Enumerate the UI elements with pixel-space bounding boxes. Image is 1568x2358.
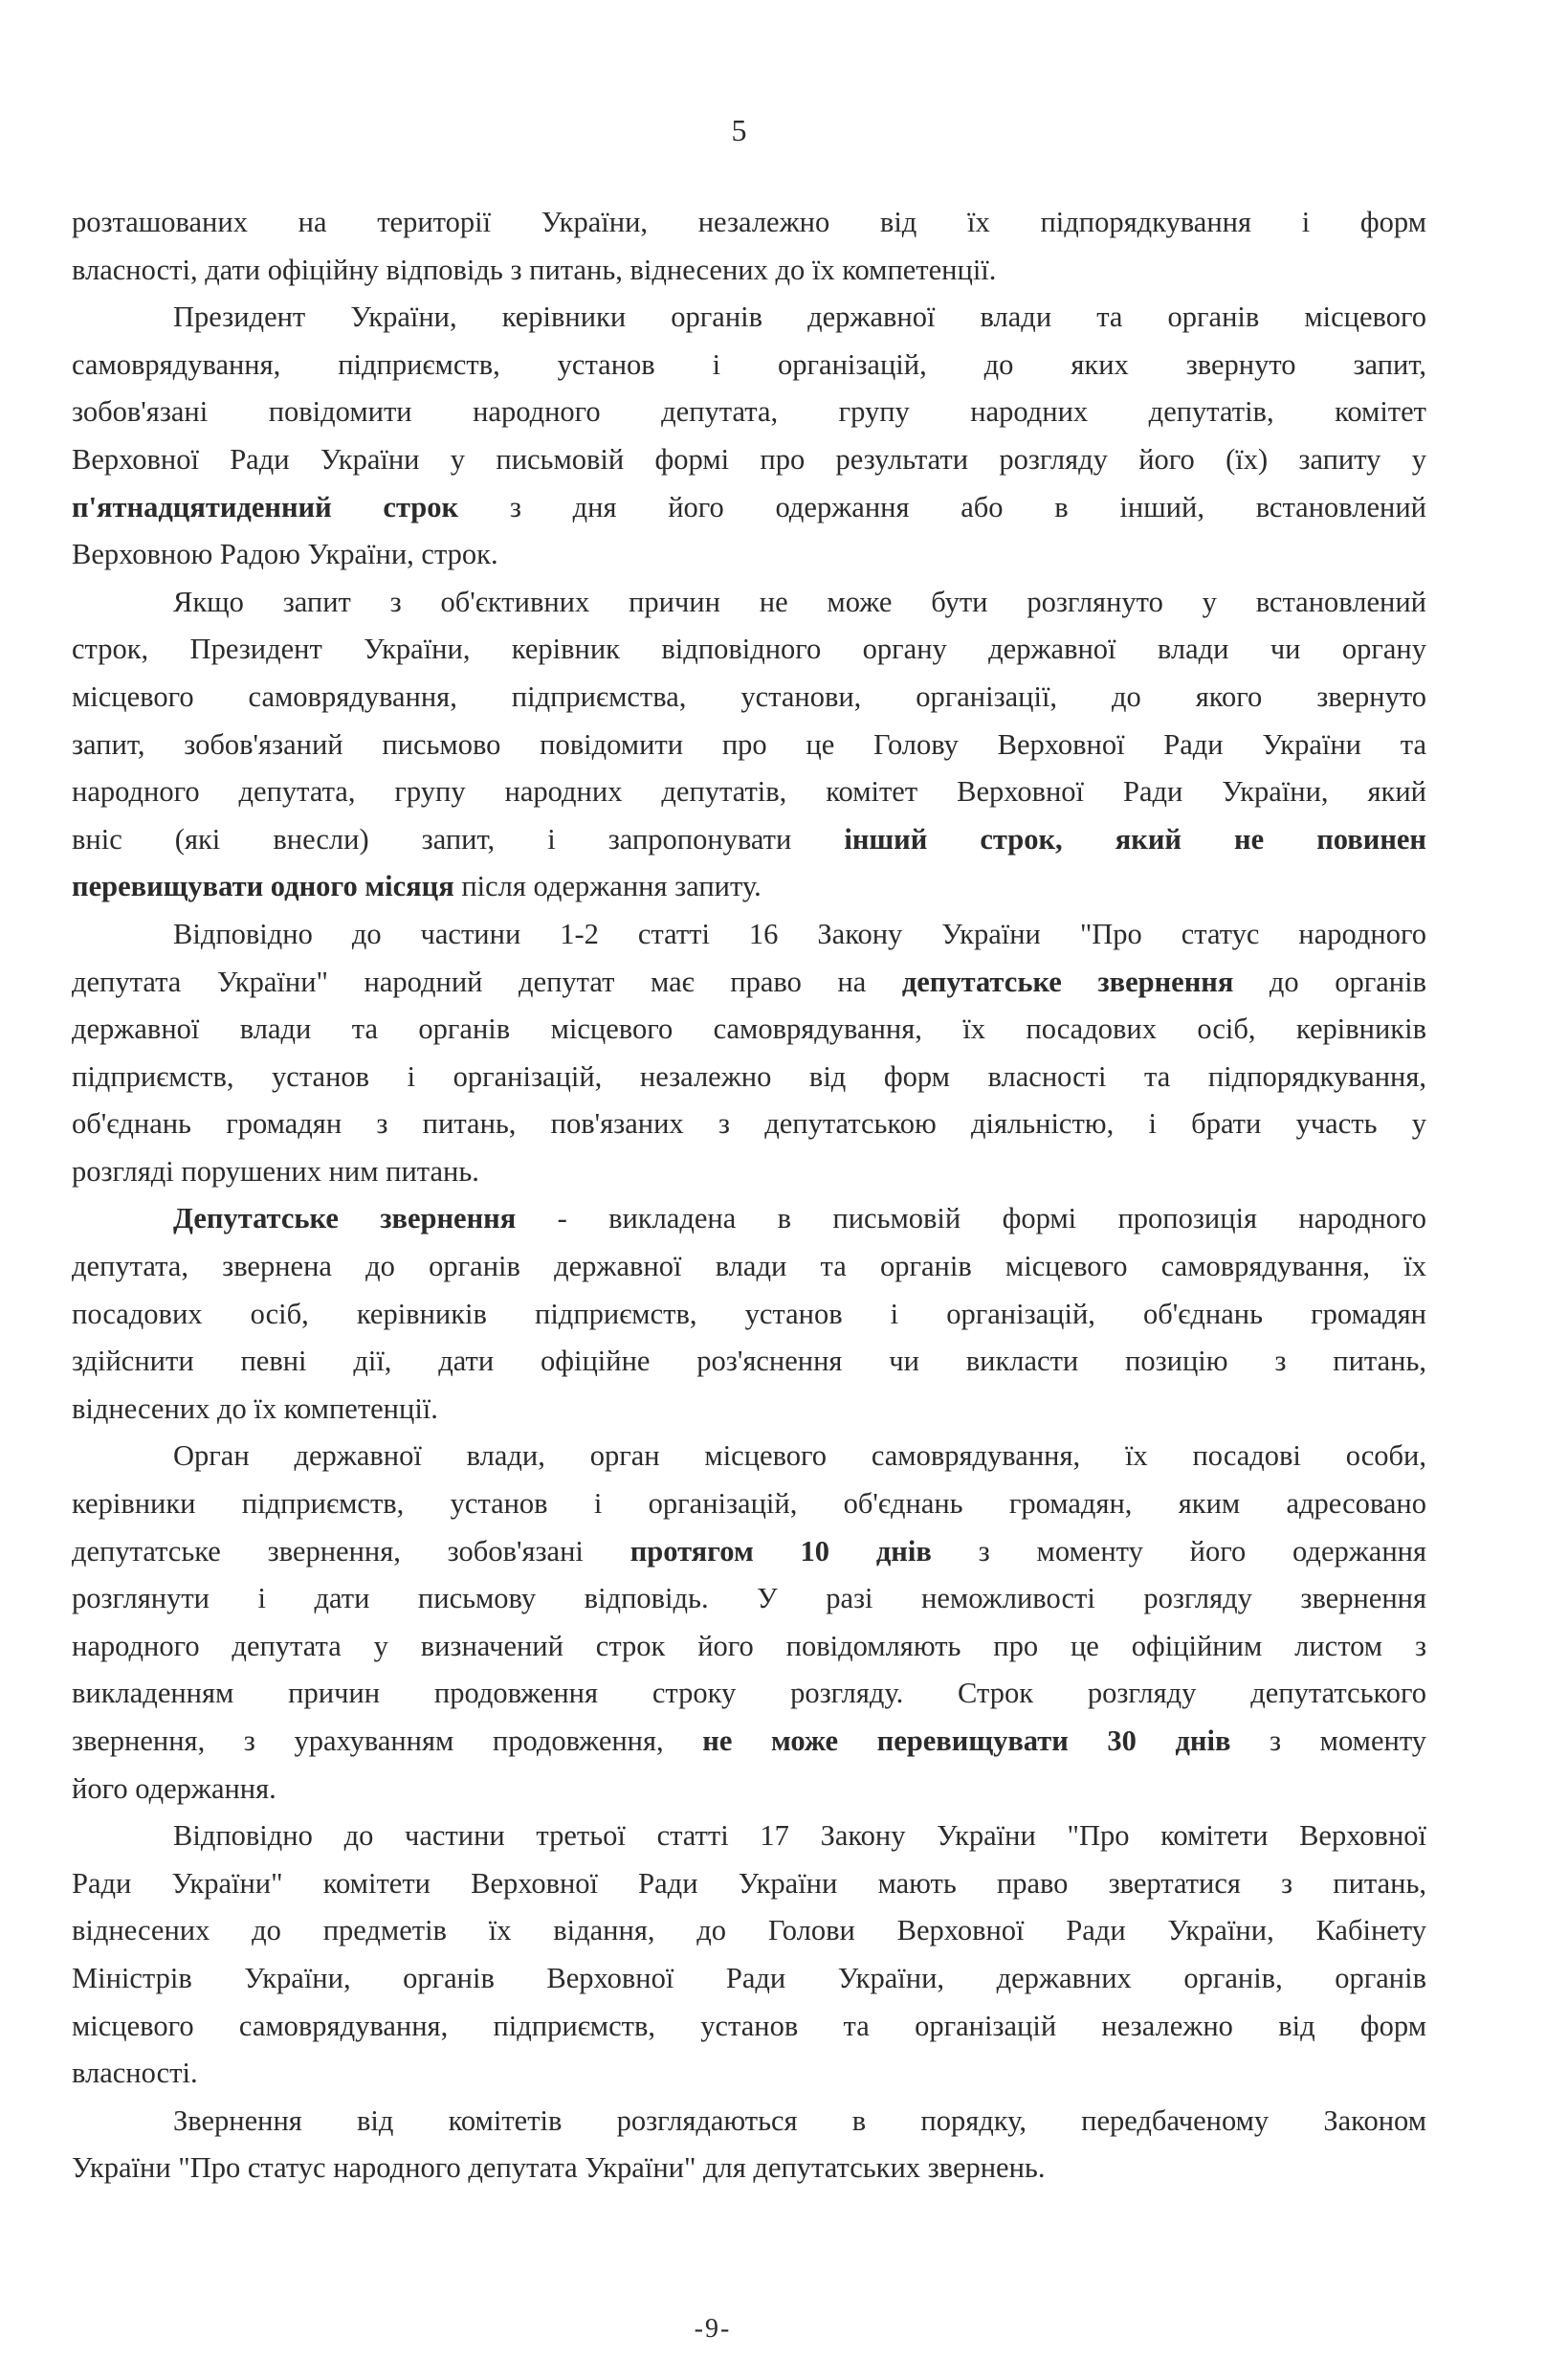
text-line xyxy=(72,1386,1426,1434)
text-run: державної влади та органів місцевого самоврядування, їх посадових осіб, керівників xyxy=(72,1012,1426,1046)
text-run: місцевого самоврядування, підприємств, установ та організацій незалежно від форм xyxy=(72,2009,1426,2042)
paragraph xyxy=(72,199,1426,294)
text-line xyxy=(72,1860,1426,1908)
text-line xyxy=(72,2003,1426,2051)
text-run: його одержання. xyxy=(72,1771,276,1805)
text-line xyxy=(72,1813,1426,1860)
bold-text: п'ятнадцятиденний строк xyxy=(72,490,459,523)
text-run: депутата, звернена до органів державної влади та органів місцевого самоврядування, їх xyxy=(72,1250,1426,1283)
text-line xyxy=(72,1243,1426,1291)
bold-text: інший строк, який не повинен xyxy=(844,822,1426,856)
text-run: депутатське звернення, зобов'язані xyxy=(72,1534,630,1568)
text-run: віднесених до їх компетенції. xyxy=(72,1391,438,1425)
text-line xyxy=(72,2098,1426,2146)
text-run: розглянути і дати письмову відповідь. У разі неможливості розгляду звернення xyxy=(72,1582,1426,1615)
text-run: Верховною Радою України, строк. xyxy=(72,538,498,571)
bold-text: перевищувати одного місяця xyxy=(72,870,454,903)
text-run: - викладена в письмовій формі пропозиція народного xyxy=(516,1202,1426,1235)
text-run: Відповідно до частини 1-2 статті 16 Закону України "Про статус народного xyxy=(173,917,1426,950)
text-run: об'єднань громадян з питань, пов'язаних з депутатською діяльністю, і брати участь у xyxy=(72,1107,1426,1141)
text-line xyxy=(72,1480,1426,1528)
text-line xyxy=(72,911,1426,959)
text-run: з моменту його одержання xyxy=(931,1534,1427,1568)
text-line xyxy=(72,1766,1426,1813)
paragraph xyxy=(72,1813,1426,2098)
text-line xyxy=(72,484,1426,532)
text-line xyxy=(72,1718,1426,1766)
text-run: викладенням причин продовження строку розгляду. Строк розгляду депутатського xyxy=(72,1677,1426,1710)
bold-text: протягом 10 днів xyxy=(629,1534,932,1568)
text-line xyxy=(72,247,1426,295)
text-line xyxy=(72,436,1426,484)
text-run: звернення, з урахуванням продовження, xyxy=(72,1724,703,1757)
text-run: народного депутата, групу народних депутатів, комітет Верховної Ради України, який xyxy=(72,775,1426,809)
text-line xyxy=(72,1148,1426,1196)
text-run: строк, Президент України, керівник відповідного органу державної влади чи органу xyxy=(72,633,1426,666)
paragraph xyxy=(72,579,1426,911)
text-line xyxy=(72,863,1426,911)
text-run: місцевого самоврядування, підприємства, установи, організації, до якого звернуто xyxy=(72,679,1426,713)
text-line xyxy=(72,1575,1426,1623)
text-line xyxy=(72,294,1426,342)
text-run: Звернення від комітетів розглядаються в порядку, передбаченому Законом xyxy=(173,2103,1426,2137)
text-run: Міністрів України, органів Верховної Ради України, державних органів, органів xyxy=(72,1961,1426,1994)
bold-text: депутатське звернення xyxy=(901,965,1234,998)
text-line xyxy=(72,389,1426,436)
text-run: посадових осіб, керівників підприємств, установ і організацій, об'єднань громадян xyxy=(72,1297,1426,1330)
page-number-bottom: -9- xyxy=(694,2314,732,2344)
text-run: Верховної Ради України у письмовій формі про результати розгляду його (їх) запиту у xyxy=(72,442,1426,476)
text-line xyxy=(72,342,1426,389)
text-run: з моменту xyxy=(1230,1724,1426,1757)
text-line xyxy=(72,1433,1426,1480)
text-run: до органів xyxy=(1233,965,1426,998)
text-run: Відповідно до частини третьої статті 17 Закону України "Про комітети Верховної xyxy=(173,1819,1426,1853)
text-run: власності, дати офіційну відповідь з питань, віднесених до їх компетенції. xyxy=(72,253,997,286)
paragraph xyxy=(72,294,1426,579)
text-line xyxy=(72,1670,1426,1718)
text-line xyxy=(72,722,1426,769)
text-line xyxy=(72,199,1426,247)
text-line xyxy=(72,1623,1426,1671)
text-line xyxy=(72,1338,1426,1386)
text-run: України "Про статус народного депутата України" для депутатських звернень. xyxy=(72,2151,1046,2185)
text-run: запит, зобов'язаний письмово повідомити про це Голову Верховної Ради України та xyxy=(72,727,1426,761)
text-line xyxy=(72,1101,1426,1148)
text-line xyxy=(72,2145,1426,2192)
text-run: власності. xyxy=(72,2057,198,2090)
text-run: керівники підприємств, установ і організацій, об'єднань громадян, яким адресовано xyxy=(72,1487,1426,1521)
text-run: Орган державної влади, орган місцевого самоврядування, їх посадові особи, xyxy=(173,1439,1426,1473)
text-run: вніс (які внесли) запит, і запропонувати xyxy=(72,822,845,856)
text-run: віднесених до предметів їх відання, до Голови Верховної Ради України, Кабінету xyxy=(72,1914,1426,1947)
text-line xyxy=(72,626,1426,674)
text-run: після одержання запиту. xyxy=(453,870,762,903)
paragraph xyxy=(72,1195,1426,1433)
text-line xyxy=(72,1006,1426,1054)
text-run: депутата України" народний депутат має право на xyxy=(72,965,902,998)
text-line xyxy=(72,768,1426,816)
text-line xyxy=(72,1907,1426,1955)
text-line xyxy=(72,959,1426,1007)
text-run: здійснити певні дії, дати офіційне роз'яснення чи викласти позицію з питань, xyxy=(72,1345,1426,1378)
text-run: Якщо запит з об'єктивних причин не може бути розглянуто у встановлений xyxy=(173,585,1426,618)
text-run: зобов'язані повідомити народного депутата, групу народних депутатів, комітет xyxy=(72,395,1426,429)
text-line xyxy=(72,1955,1426,2003)
text-run: розгляді порушених ним питань. xyxy=(72,1154,479,1188)
text-run: самоврядування, підприємств, установ і організацій, до яких звернуто запит, xyxy=(72,347,1426,381)
text-line xyxy=(72,2050,1426,2098)
text-line xyxy=(72,1528,1426,1576)
page-number-top: 5 xyxy=(731,113,747,147)
paragraph xyxy=(72,2098,1426,2192)
paragraph xyxy=(72,911,1426,1196)
text-run: Президент України, керівники органів державної влади та органів місцевого xyxy=(173,300,1426,334)
text-run: підприємств, установ і організацій, незалежно від форм власності та підпорядкування, xyxy=(72,1059,1426,1093)
text-run: з дня його одержання або в інший, встановлений xyxy=(458,490,1426,523)
document-body xyxy=(72,199,1426,2192)
paragraph xyxy=(72,1433,1426,1813)
text-line xyxy=(72,1054,1426,1101)
text-run: Ради України" комітети Верховної Ради України мають право звертатися з питань, xyxy=(72,1866,1426,1900)
text-line xyxy=(72,1291,1426,1339)
text-run: розташованих на території України, незалежно від їх підпорядкування і форм xyxy=(72,206,1426,238)
text-line xyxy=(72,674,1426,722)
bold-text: Депутатське звернення xyxy=(173,1202,517,1235)
text-run: народного депутата у визначений строк його повідомляють про це офіційним листом з xyxy=(72,1629,1426,1662)
text-line xyxy=(72,579,1426,627)
bold-text: не може перевищувати 30 днів xyxy=(702,1724,1231,1757)
text-line xyxy=(72,816,1426,864)
text-line xyxy=(72,1195,1426,1243)
text-line xyxy=(72,531,1426,579)
